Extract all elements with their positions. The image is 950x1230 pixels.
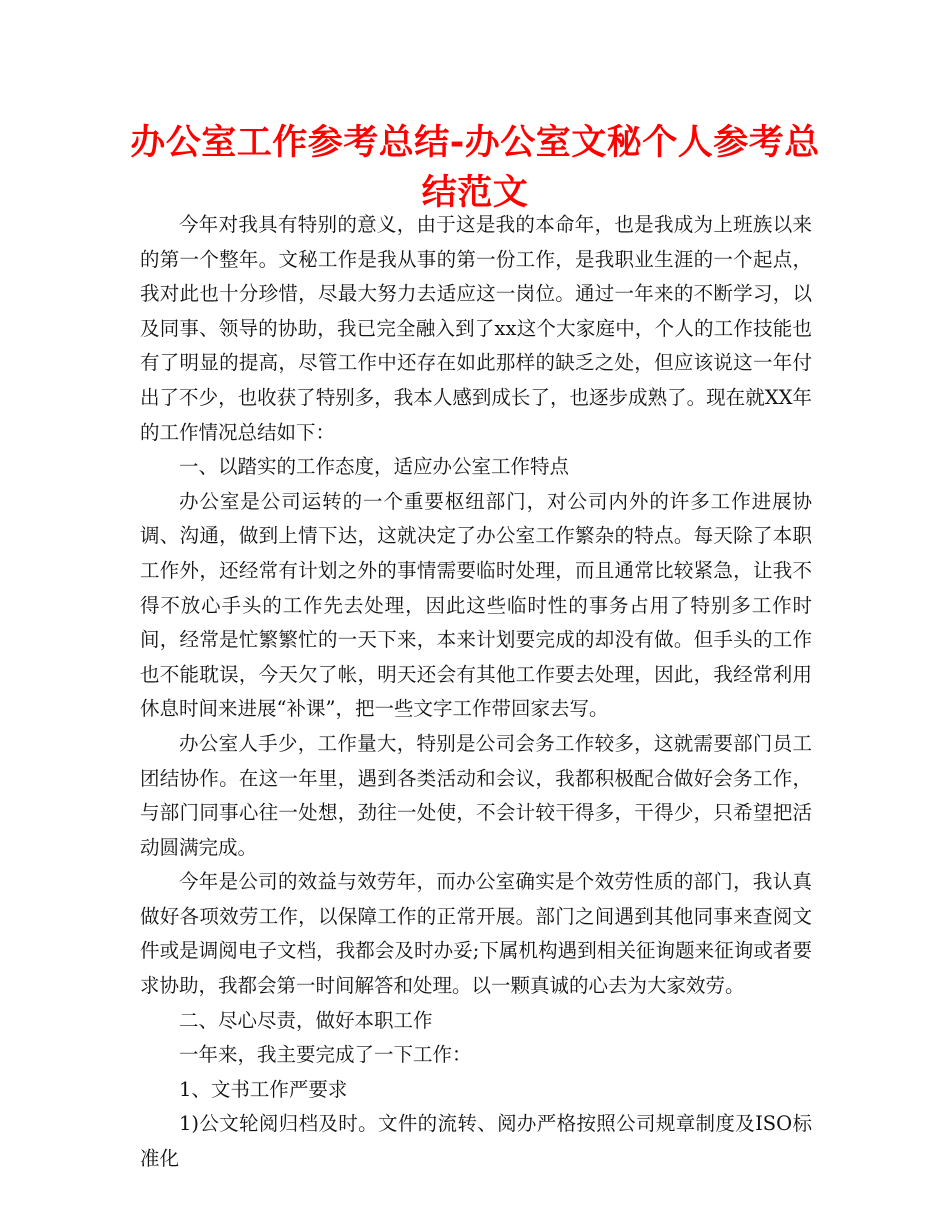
- paragraph-service: 今年是公司的效益与效劳年，而办公室确实是个效劳性质的部门，我认真做好各项效劳工作，以保障工作的正常开展。部门之间遇到其他同事来查阅文件或是调阅电子文档，我都会及时办妥;下属机构遇到相关征询题来征询或者要求协助，我都会第一时间解答和处理。以一颗真诚的心去为大家效劳。: [140, 870, 812, 998]
- paragraph-filing: 1)公文轮阅归档及时。文件的流转、阅办严格按照公司规章制度及ISO标准化: [140, 1112, 812, 1171]
- paragraph-office-role: 办公室是公司运转的一个重要枢纽部门，对公司内外的许多工作进展协调、沟通，做到上情下达，这就决定了办公室工作繁杂的特点。每天除了本职工作外，还经常有计划之外的事情需要临时处理，而且通常比较紧急，让我不得不放心手头的工作先去处理，因此这些临时性的事务占用了特别多工作时间，经常是忙繁繁忙的一天下来，本来计划要完成的却没有做。但手头的工作也不能耽误，今天欠了帐，明天还会有其他工作要去处理，因此，我经常利用休息时间来进展“补课”，把一些文字工作带回家去写。: [140, 489, 812, 721]
- paragraph-intro: 今年对我具有特别的意义，由于这是我的本命年，也是我成为上班族以来的第一个整年。文秘工作是我从事的第一份工作，是我职业生涯的一个起点，我对此也十分珍惜，尽最大努力去适应这一岗位。通过一年来的不断学习，以及同事、领导的协助，我已完全融入到了xx这个大家庭中，个人的工作技能也有了明显的提高，尽管工作中还存在如此那样的缺乏之处，但应该说这一年付出了不少，也收获了特别多，我本人感到成长了，也逐步成熟了。现在就XX年的工作情况总结如下：: [140, 213, 812, 444]
- paragraph-work-intro: 一年来，我主要完成了一下工作：: [179, 1043, 472, 1067]
- document-title: 办公室工作参考总结-办公室文秘个人参考总结范文: [130, 123, 820, 213]
- section-heading-1: 一、以踏实的工作态度，适应办公室工作特点: [179, 455, 570, 479]
- document-body: [140, 208, 812, 1177]
- paragraph-teamwork: 办公室人手少，工作量大，特别是公司会务工作较多，这就需要部门员工团结协作。在这一年里，遇到各类活动和会议，我都积极配合做好会务工作，与部门同事心往一处想，劲往一处使，不会计较干得多，干得少，只希望把活动圆满完成。: [140, 731, 812, 859]
- section-heading-2: 二、尽心尽责，做好本职工作: [179, 1008, 433, 1032]
- subsection-heading-1: 1、文书工作严要求: [179, 1077, 348, 1101]
